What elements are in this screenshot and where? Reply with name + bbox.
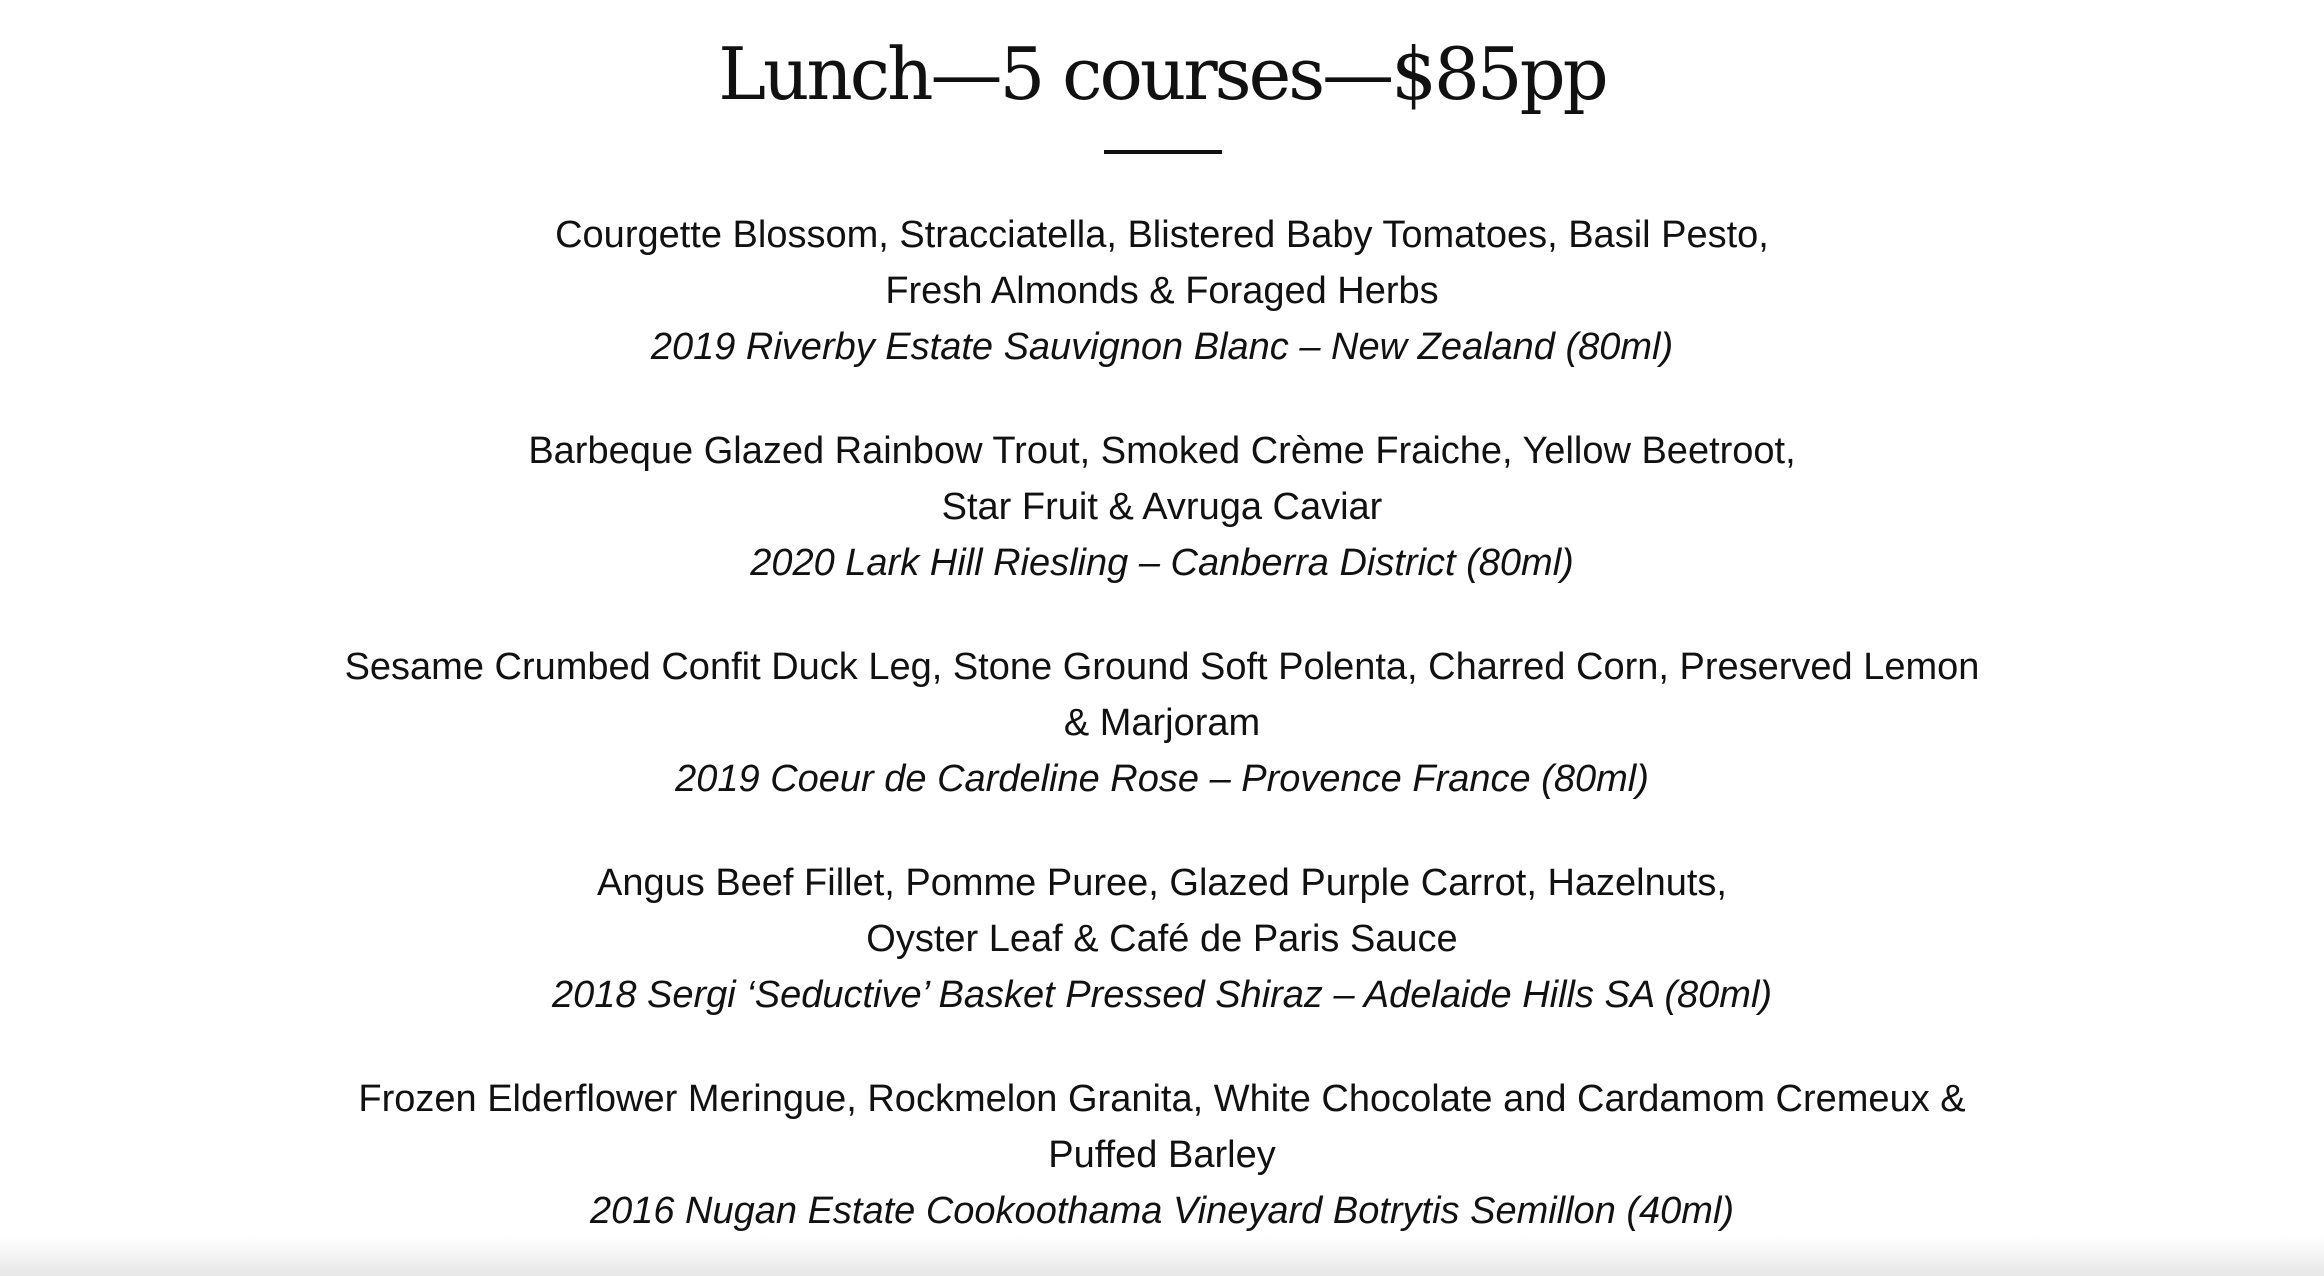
course-3 [300,639,2024,807]
course-2-dish-line-1: Barbeque Glazed Rainbow Trout, Smoked Crème Fraiche, Yellow Beetroot, [528,430,1796,472]
course-4-wine-pairing: 2018 Sergi ‘Seductive’ Basket Pressed Shiraz – Adelaide Hills SA (80ml) [551,974,1773,1016]
course-5-dish-line-2: Puffed Barley [1048,1134,1276,1176]
course-5-wine-pairing: 2016 Nugan Estate Cookoothama Vineyard Botrytis Semillon (40ml) [589,1190,1735,1232]
course-1-wine-pairing: 2019 Riverby Estate Sauvignon Blanc – New Zealand (80ml) [650,326,1674,368]
course-4-dish-line-2: Oyster Leaf & Café de Paris Sauce [866,918,1458,960]
course-4-dish-line-1: Angus Beef Fillet, Pomme Puree, Glazed Purple Carrot, Hazelnuts, [597,862,1727,904]
menu-title: Lunch—5 courses—$85pp [718,32,1606,116]
course-3-dish-line-2: & Marjoram [1063,702,1261,744]
course-1-dish-line-2: Fresh Almonds & Foraged Herbs [885,270,1439,312]
course-3-dish-line-1: Sesame Crumbed Confit Duck Leg, Stone Ground Soft Polenta, Charred Corn, Preserved Lemon [344,646,1980,688]
course-5 [300,1071,2024,1239]
course-2-wine-pairing: 2020 Lark Hill Riesling – Canberra District (80ml) [750,542,1574,584]
course-1-dish-line-1: Courgette Blossom, Stracciatella, Blistered Baby Tomatoes, Basil Pesto, [555,214,1769,256]
title-divider [1104,150,1222,154]
bottom-fade-shadow [0,1236,2324,1276]
course-1 [300,207,2024,375]
course-3-wine-pairing: 2019 Coeur de Cardeline Rose – Provence France (80ml) [675,758,1649,800]
course-4 [300,855,2024,1023]
course-2 [300,423,2024,591]
course-2-dish-line-2: Star Fruit & Avruga Caviar [941,486,1383,528]
course-5-dish-line-1: Frozen Elderflower Meringue, Rockmelon Granita, White Chocolate and Cardamom Cremeux & [358,1078,1966,1120]
